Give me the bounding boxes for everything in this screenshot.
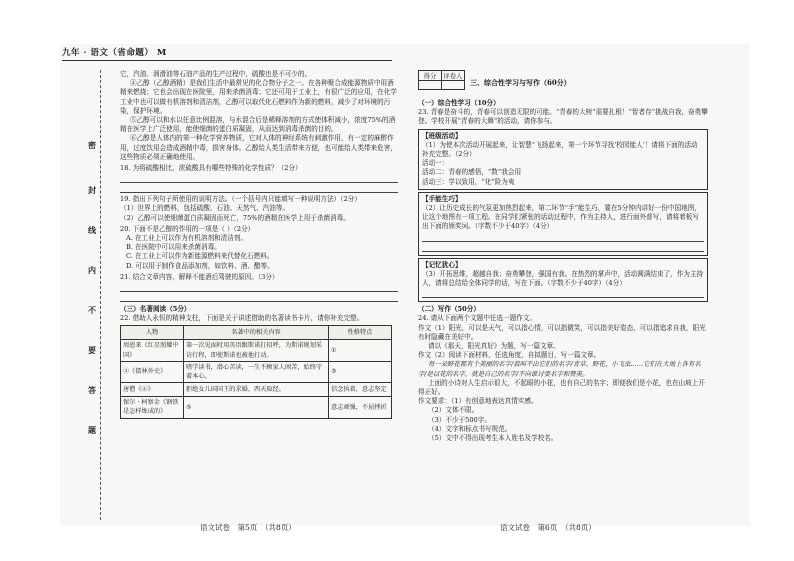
- writing-option-2: 作文（2）阅读下面材料，任选角度，自拟题目，写一篇文章。: [418, 351, 601, 360]
- seal-char: 要: [88, 345, 96, 355]
- box-title: 【记忆犹心】: [422, 260, 462, 269]
- activity-box-1: [418, 129, 708, 190]
- table-header: 人物: [121, 326, 184, 340]
- question-21: 21. 结合文章内容，解释不能酒后驾驶的原因。（3分）: [120, 272, 279, 281]
- box-text: （2）让历史成长的气氛更加热烈起来，第二环节“手”能生巧，要在5分钟内讲好一份中国地图，让这个地图有一项工程。在同学们紧张的话动过程中，作为主持人，进行面外普写，请将着板写出下面的颁奖词。（字数不少于40字）（4分）: [422, 204, 701, 231]
- person-cell[interactable]: ②《儒林外史》: [121, 361, 184, 382]
- answer-line[interactable]: [120, 184, 398, 193]
- passage-p6: ⑥乙醇是人体内的第一种化学营养物质，它对人体的神经系统有刺激作用，有一定的麻醉作用，过度饮用会造成酒精中毒，损害身体。乙醇给人类生活带来方便，也可能给人类带来危害，这些物质必须正确地使用。: [120, 134, 397, 161]
- question-18: 18. 为将硫酸相比，浓硫酸具有哪些特殊的化学性质？（2分）: [120, 164, 302, 173]
- box-text: （1）为使本次活动开展起来，让智慧“飞扬起来，第一个环节寻找‘校园能人’！请将下面的活动补充完整。（2分）: [422, 140, 698, 159]
- answer-line[interactable]: [422, 289, 704, 298]
- option-a: A. 在工业上可以作为有机溶剂和清洁剂。: [126, 234, 248, 243]
- box-title: 【手能生巧】: [422, 194, 462, 203]
- writing-requirement: （4）文字和标点书写规范。: [428, 424, 512, 433]
- table-row: [121, 361, 392, 382]
- writing-requirement: 作文要求：（1）有创意地表达真情实感。: [418, 397, 538, 406]
- trait-cell[interactable]: ①: [329, 340, 392, 361]
- option-b: B. 在医院中可以用来杀菌消毒。: [126, 243, 221, 252]
- page-footer-left: 语文试卷 第5页 （共8页）: [200, 523, 296, 532]
- seal-char: 内: [88, 265, 96, 275]
- question-19: 19. 指出下列句子所使用的说明方法。（一个括号内只能填写一种说明方法）（2分）: [120, 195, 361, 204]
- question-22: 22. 借助人永恒的精神支柱，下面是关于讲述借助的名著读书卡片，请你补充完整。: [120, 314, 364, 323]
- content-cell: 拒绝女儿国国王的求婚，西天取经。: [184, 383, 329, 397]
- passage-p5: ⑤乙醇可以和水以任意比例混溶，与水混合后是稀释溶剂的方式使体积减小，浓度75%的酒精在医学上广泛使用，能使细菌的蛋白质凝固，从而达到消毒杀菌的目的。: [120, 116, 396, 134]
- score-box: [418, 70, 465, 90]
- seal-char: 题: [88, 425, 96, 435]
- trait-cell[interactable]: ③: [329, 361, 392, 382]
- writing-requirement: （5）文中不得出现考生本人姓名及学校名。: [428, 434, 558, 443]
- person-cell: 周恩来《红星照耀中国》: [121, 340, 184, 361]
- passage-intro: 它，汽油、润滑油等石油产品的生产过程中，硫酸也是不可少的。: [120, 70, 312, 78]
- question-23: 23. 青春是奋斗的，青春可以创造无限的可能。“青春的大树”需要扎根！“智者存”挑战自我，奋勇攀登。学校开展“青春的大舞”的活动，请你参与。: [418, 108, 708, 126]
- seal-char: 封: [88, 185, 96, 195]
- material-commentary: 上面的小诗对人生启示很大，不起眼的小花，也有自己的名字；即便我们是小花，也在山坡上开得正好。: [418, 378, 705, 397]
- grader-field[interactable]: [442, 81, 465, 90]
- activity-one: 活动一：: [422, 159, 449, 168]
- activity-box-3: [418, 258, 708, 303]
- book-card-table: [120, 325, 392, 418]
- writing-option-1: 作文（1）阳光，可以是天气，可以指心情，可以指微笑，可以指美好姿态，可以指追求自我，阳光有时隐藏在美好中。: [418, 323, 706, 341]
- activity-three: 活动三：学以致用，“化”险为夷: [422, 177, 515, 186]
- answer-line[interactable]: [120, 283, 398, 292]
- answer-line[interactable]: [120, 174, 398, 183]
- page-footer-right: 语文试卷 第6页 （共8页）: [500, 523, 596, 532]
- seal-char: 线: [88, 225, 96, 235]
- section-three-title: 三、综合性学习与写作（60分）: [470, 78, 571, 87]
- trait-cell: 信念执着，意志坚定: [329, 383, 392, 397]
- answer-line[interactable]: [422, 233, 704, 242]
- table-header: 性格特点: [329, 326, 392, 340]
- seal-dashed-line: [100, 70, 101, 520]
- trait-cell: 意志顽强，不屈挫折: [329, 397, 392, 418]
- sub-section-2: （二）写作（50分）: [418, 305, 480, 314]
- question-19-b: （2）乙醇可以使细菌蛋白质凝固而死亡，75%的酒精在医学上用于杀菌消毒。: [120, 213, 350, 222]
- question-20: 20. 下面不是乙醇的作用的一项是（ ）（2分）: [120, 224, 255, 233]
- right-page: [418, 96, 708, 443]
- grader-label: 评卷人: [443, 72, 463, 80]
- exam-header: 九年 · 语文（省命题） M: [62, 48, 167, 58]
- box-text: （3）开拓思维，超越自我；奋勇攀登，强国有我。在热烈的掌声中，活动圆满结束了，作为主持人，请将总结给全体同学的话，写在下面。（字数不少于40字）（4分）: [422, 269, 704, 288]
- option-d: D. 可以用于制作食品添加剂，如饮料、酒、醋等。: [126, 261, 274, 270]
- table-header: 名著中的相关内容: [184, 326, 329, 340]
- answer-line[interactable]: [422, 243, 704, 252]
- table-row: [121, 383, 392, 397]
- seal-char: 密: [88, 140, 96, 150]
- writing-requirement: （2）文体不限。: [428, 406, 479, 415]
- score-label: 得分: [419, 71, 442, 81]
- passage-p4: ④乙醇（乙醇酒精）是我们生活中最常见的化合物分子之一。在各种聚合成能源物质中用酒精来燃烧；它也会出现在医院里，用来杀菌消毒；它还可用于工业上，有很广泛的应用，在化学工业中也可以做有机溶剂和清洁剂，乙醇可以取代化石燃料作为新的燃料，减少了对环境的污染，保护环境。: [120, 79, 397, 115]
- box-title: 【班级活动】: [422, 131, 462, 140]
- person-cell: 保尔 · 柯察金《钢铁是怎样炼成的》: [121, 397, 184, 418]
- seal-char: 答: [88, 385, 96, 395]
- content-cell: 嗜学读书，潜心苦读，一生不顾家人困苦，始终守着本心。: [184, 361, 329, 382]
- person-cell[interactable]: 唐僧《④》: [121, 383, 184, 397]
- writing-option-1-title: 请以《那天，阳光真好》为题，写一篇文章。: [428, 342, 560, 351]
- header-divider: [62, 60, 392, 61]
- answer-line[interactable]: [120, 293, 398, 302]
- table-row: [121, 397, 392, 418]
- content-cell: 第一次见面时用英语跟斯诺打招呼，为斯诺规划采访行程，即使斯诺也被他打动。: [184, 340, 329, 361]
- sub-section-1: （一）综合性学习（10分）: [418, 99, 500, 107]
- question-24: 24. 请从下面两个文题中任选一题作文。: [418, 314, 537, 323]
- writing-requirement: （3）不少于500字。: [428, 415, 491, 424]
- material-poem: 每一朵野花都有个美丽的名字/我叫不出它们的名字/青草、野花、小飞虫……它们在大地上各有名字/是以花的名字，就是自己的名字/不向谁讨要名字和赞美。: [418, 360, 701, 378]
- option-c: C. 在工业上可以作为新能源燃料来代替化石燃料。: [126, 252, 274, 261]
- score-field[interactable]: [419, 81, 442, 90]
- seal-char: 不: [88, 305, 96, 315]
- activity-box-2: [418, 192, 708, 256]
- question-19-a: （1）世界上的燃料，包括硫酸、石油、天然气、汽油等。: [120, 204, 290, 213]
- content-cell[interactable]: ⑤: [184, 397, 329, 418]
- activity-two: 活动二：青春的感悟，“数”我会用: [422, 168, 522, 177]
- left-page: [120, 70, 398, 419]
- table-row: [121, 340, 392, 361]
- section-reading-title: （三）名著阅读（5分）: [120, 305, 191, 314]
